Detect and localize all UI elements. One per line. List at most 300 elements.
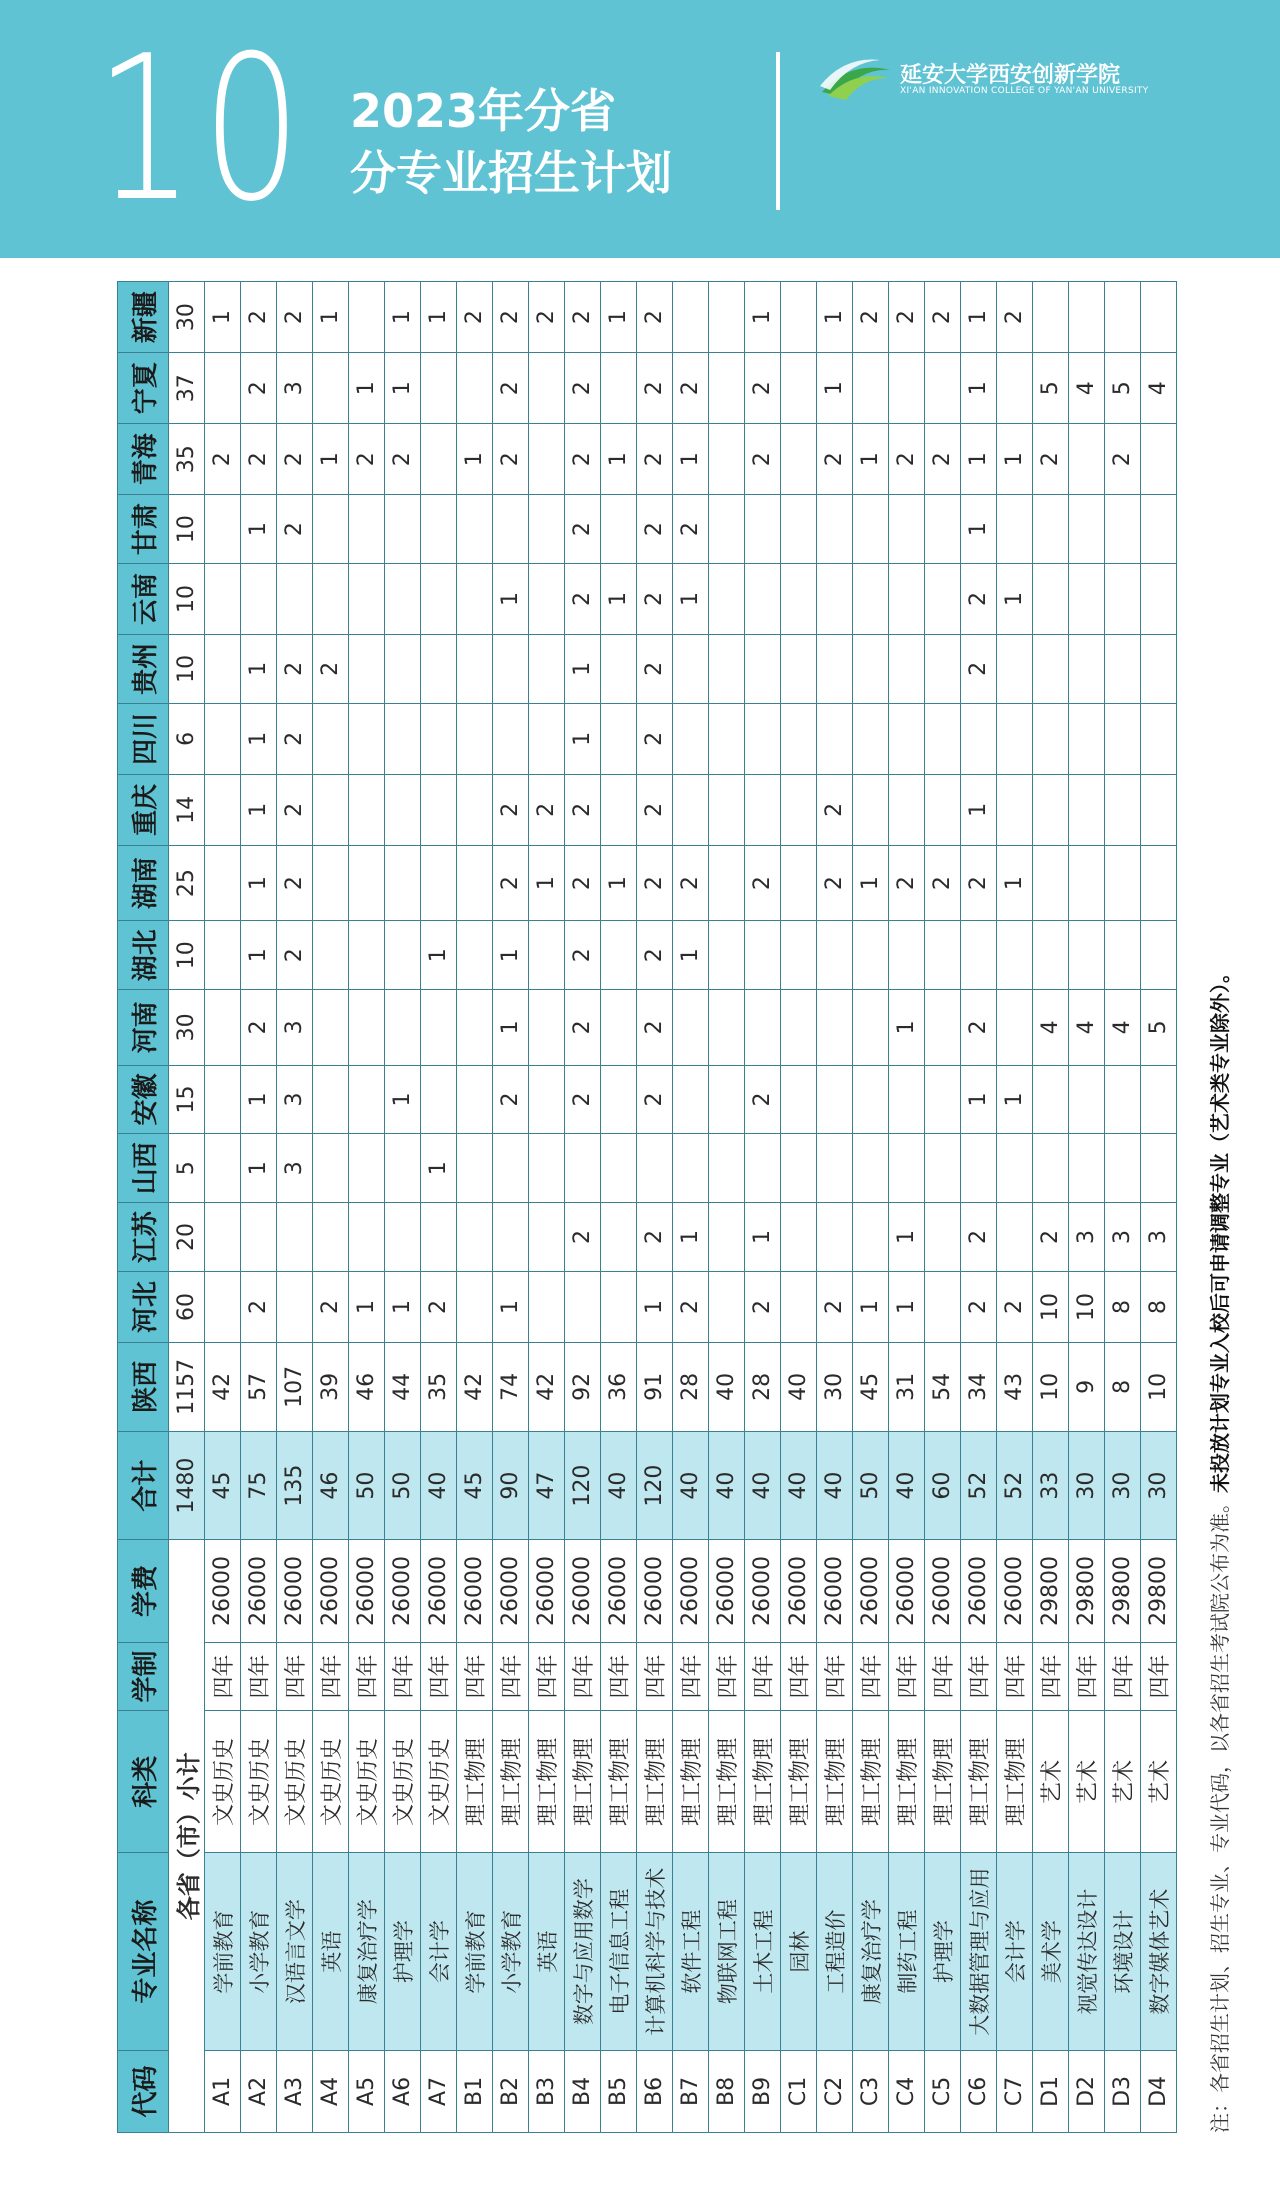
province-quota: 2 <box>565 1203 601 1272</box>
province-quota: 1 <box>205 282 241 353</box>
province-quota <box>1105 1134 1141 1203</box>
logo-name: 延安大学西安创新学院 <box>900 63 1121 88</box>
tuition-fee: 26000 <box>601 1540 637 1642</box>
province-quota: 1 <box>457 424 493 495</box>
major-name: 制药工程 <box>889 1853 925 2051</box>
major-code: A6 <box>385 2050 421 2132</box>
title-line-1: 2023年分省 <box>350 84 617 138</box>
province-quota: 2 <box>817 1271 853 1342</box>
province-quota: 1 <box>745 282 781 353</box>
province-quota <box>889 564 925 635</box>
province-quota: 2 <box>889 424 925 495</box>
province-quota: 45 <box>853 1342 889 1431</box>
province-quota: 1 <box>421 921 457 990</box>
province-quota <box>565 1271 601 1342</box>
province-quota <box>673 774 709 845</box>
table-row <box>889 282 925 2133</box>
province-quota: 2 <box>313 635 349 704</box>
province-quota: 2 <box>961 845 997 920</box>
province-quota <box>1033 921 1069 990</box>
subject-category: 理工物理 <box>637 1711 673 1853</box>
column-header: 云南 <box>118 564 169 635</box>
province-quota <box>457 774 493 845</box>
table-row <box>781 282 817 2133</box>
province-quota <box>421 990 457 1065</box>
province-quota: 1 <box>241 921 277 990</box>
province-quota: 1 <box>421 282 457 353</box>
province-quota: 28 <box>745 1342 781 1431</box>
column-header: 陕西 <box>118 1342 169 1431</box>
table-row <box>709 282 745 2133</box>
province-quota <box>961 703 997 774</box>
tuition-fee: 26000 <box>529 1540 565 1642</box>
tuition-fee: 26000 <box>853 1540 889 1642</box>
subtotal-cell: 14 <box>169 774 205 845</box>
province-quota <box>925 353 961 424</box>
province-quota: 2 <box>277 635 313 704</box>
tuition-fee: 26000 <box>745 1540 781 1642</box>
province-quota: 2 <box>637 495 673 564</box>
major-code: B1 <box>457 2050 493 2132</box>
province-quota <box>1141 921 1177 990</box>
study-duration: 四年 <box>1033 1642 1069 1711</box>
province-quota <box>601 635 637 704</box>
major-name: 计算机科学与技术 <box>637 1853 673 2051</box>
subject-category: 文史历史 <box>385 1711 421 1853</box>
province-quota <box>781 921 817 990</box>
province-quota <box>997 1203 1033 1272</box>
major-code: B4 <box>565 2050 601 2132</box>
province-quota <box>421 703 457 774</box>
province-quota: 4 <box>1033 990 1069 1065</box>
province-quota <box>781 990 817 1065</box>
table-row <box>817 282 853 2133</box>
column-header: 安徽 <box>118 1065 169 1134</box>
province-quota: 2 <box>637 845 673 920</box>
province-quota <box>421 564 457 635</box>
subject-category: 文史历史 <box>313 1711 349 1853</box>
province-quota: 57 <box>241 1342 277 1431</box>
major-code: A4 <box>313 2050 349 2132</box>
province-quota <box>745 921 781 990</box>
province-quota: 2 <box>637 424 673 495</box>
subject-category: 理工物理 <box>781 1711 817 1853</box>
major-code: C1 <box>781 2050 817 2132</box>
subtotal-cell: 10 <box>169 921 205 990</box>
major-code: A7 <box>421 2050 457 2132</box>
province-quota <box>853 1065 889 1134</box>
province-quota <box>1105 845 1141 920</box>
tuition-fee: 26000 <box>493 1540 529 1642</box>
province-quota <box>457 921 493 990</box>
province-quota: 1 <box>637 1271 673 1342</box>
province-quota <box>349 564 385 635</box>
province-quota: 1 <box>565 635 601 704</box>
province-quota <box>1141 1065 1177 1134</box>
major-code: D3 <box>1105 2050 1141 2132</box>
province-quota <box>457 1203 493 1272</box>
province-quota <box>817 921 853 990</box>
subject-category: 文史历史 <box>205 1711 241 1853</box>
province-quota <box>529 1134 565 1203</box>
subtotal-cell: 35 <box>169 424 205 495</box>
province-quota: 40 <box>781 1342 817 1431</box>
province-quota <box>529 635 565 704</box>
province-quota <box>493 1134 529 1203</box>
province-quota: 2 <box>493 424 529 495</box>
province-quota <box>853 495 889 564</box>
province-quota <box>817 495 853 564</box>
province-quota: 1 <box>241 495 277 564</box>
province-quota: 1 <box>601 282 637 353</box>
province-quota <box>709 774 745 845</box>
major-name: 园林 <box>781 1853 817 2051</box>
tuition-fee: 26000 <box>673 1540 709 1642</box>
major-name: 英语 <box>529 1853 565 2051</box>
province-quota <box>421 1065 457 1134</box>
province-quota: 2 <box>565 1065 601 1134</box>
province-quota <box>205 1203 241 1272</box>
province-quota: 42 <box>457 1342 493 1431</box>
province-quota <box>1033 1065 1069 1134</box>
province-quota <box>385 845 421 920</box>
province-quota <box>1033 1134 1069 1203</box>
province-quota <box>781 1271 817 1342</box>
major-total: 40 <box>421 1431 457 1540</box>
column-header: 科类 <box>118 1711 169 1853</box>
tuition-fee: 26000 <box>961 1540 997 1642</box>
province-quota: 1 <box>601 845 637 920</box>
province-quota <box>457 703 493 774</box>
province-quota <box>853 564 889 635</box>
province-quota <box>745 1134 781 1203</box>
province-quota: 2 <box>637 990 673 1065</box>
province-quota <box>781 424 817 495</box>
province-quota: 1 <box>853 424 889 495</box>
column-header: 重庆 <box>118 774 169 845</box>
province-quota: 1 <box>349 353 385 424</box>
major-name: 会计学 <box>421 1853 457 2051</box>
province-quota: 1 <box>961 353 997 424</box>
major-total: 45 <box>457 1431 493 1540</box>
province-quota <box>853 703 889 774</box>
province-quota: 2 <box>745 353 781 424</box>
province-quota <box>889 1065 925 1134</box>
province-quota: 34 <box>961 1342 997 1431</box>
province-quota <box>997 703 1033 774</box>
table-row <box>385 282 421 2133</box>
province-quota: 1 <box>961 424 997 495</box>
major-name: 护理学 <box>925 1853 961 2051</box>
province-quota: 2 <box>745 845 781 920</box>
province-quota <box>781 1203 817 1272</box>
tuition-fee: 26000 <box>385 1540 421 1642</box>
tuition-fee: 26000 <box>817 1540 853 1642</box>
major-name: 学前教育 <box>205 1853 241 2051</box>
subtotal-cell: 37 <box>169 353 205 424</box>
province-quota <box>457 1134 493 1203</box>
province-quota <box>313 353 349 424</box>
province-quota <box>349 845 385 920</box>
study-duration: 四年 <box>1069 1642 1105 1711</box>
major-total: 45 <box>205 1431 241 1540</box>
table-row <box>637 282 673 2133</box>
province-quota <box>241 564 277 635</box>
province-quota <box>1033 774 1069 845</box>
tuition-fee: 26000 <box>889 1540 925 1642</box>
province-quota: 1 <box>817 282 853 353</box>
table-row <box>457 282 493 2133</box>
province-quota <box>853 921 889 990</box>
province-quota <box>817 703 853 774</box>
province-quota <box>565 1134 601 1203</box>
province-quota: 1 <box>493 990 529 1065</box>
tuition-fee: 26000 <box>781 1540 817 1642</box>
major-code: D2 <box>1069 2050 1105 2132</box>
province-quota: 74 <box>493 1342 529 1431</box>
province-quota <box>889 495 925 564</box>
major-name: 软件工程 <box>673 1853 709 2051</box>
province-quota <box>1141 424 1177 495</box>
major-total: 46 <box>313 1431 349 1540</box>
study-duration: 四年 <box>709 1642 745 1711</box>
province-quota: 2 <box>277 495 313 564</box>
header-banner <box>0 0 1280 258</box>
province-quota <box>457 353 493 424</box>
province-quota <box>997 990 1033 1065</box>
province-quota: 2 <box>925 282 961 353</box>
province-quota <box>205 564 241 635</box>
major-total: 52 <box>997 1431 1033 1540</box>
province-quota <box>925 1271 961 1342</box>
province-quota <box>529 703 565 774</box>
footnote-text: 注：各省招生计划、招生专业、专业代码，以各省招生考试院公布为准。 <box>1208 1493 1232 2133</box>
column-header: 新疆 <box>118 282 169 353</box>
province-quota: 2 <box>565 921 601 990</box>
province-quota <box>781 635 817 704</box>
province-quota: 2 <box>637 564 673 635</box>
province-quota <box>709 495 745 564</box>
province-quota <box>637 1134 673 1203</box>
province-quota <box>709 1134 745 1203</box>
province-quota: 54 <box>925 1342 961 1431</box>
study-duration: 四年 <box>997 1642 1033 1711</box>
province-quota: 4 <box>1141 353 1177 424</box>
province-quota <box>853 353 889 424</box>
province-quota <box>997 1134 1033 1203</box>
major-total: 40 <box>781 1431 817 1540</box>
province-quota: 1 <box>961 1065 997 1134</box>
province-quota: 1 <box>853 845 889 920</box>
table-header-row <box>118 282 169 2133</box>
title-line-2: 分专业招生计划 <box>350 146 672 200</box>
province-quota <box>925 1065 961 1134</box>
study-duration: 四年 <box>637 1642 673 1711</box>
province-quota: 1 <box>241 635 277 704</box>
tuition-fee: 26000 <box>457 1540 493 1642</box>
major-code: D1 <box>1033 2050 1069 2132</box>
study-duration: 四年 <box>349 1642 385 1711</box>
subject-category: 理工物理 <box>457 1711 493 1853</box>
province-quota: 1 <box>961 774 997 845</box>
province-quota <box>205 495 241 564</box>
province-quota <box>277 564 313 635</box>
major-name: 护理学 <box>385 1853 421 2051</box>
province-quota: 3 <box>277 353 313 424</box>
logo-subtitle: XI'AN INNOVATION COLLEGE OF YAN'AN UNIVERSITY <box>900 86 1149 96</box>
province-quota <box>421 424 457 495</box>
province-quota: 1 <box>241 774 277 845</box>
province-quota: 30 <box>817 1342 853 1431</box>
major-name: 数字与应用数学 <box>565 1853 601 2051</box>
tuition-fee: 26000 <box>565 1540 601 1642</box>
province-quota: 2 <box>565 353 601 424</box>
province-quota <box>781 564 817 635</box>
subject-category: 艺术 <box>1069 1711 1105 1853</box>
study-duration: 四年 <box>817 1642 853 1711</box>
province-quota <box>457 845 493 920</box>
province-quota: 2 <box>637 282 673 353</box>
province-quota: 8 <box>1141 1271 1177 1342</box>
study-duration: 四年 <box>889 1642 925 1711</box>
province-quota: 4 <box>1069 990 1105 1065</box>
province-quota: 1 <box>673 921 709 990</box>
province-quota: 1 <box>997 424 1033 495</box>
study-duration: 四年 <box>961 1642 997 1711</box>
province-quota <box>925 1203 961 1272</box>
province-quota <box>601 990 637 1065</box>
province-quota <box>385 564 421 635</box>
province-quota <box>385 1203 421 1272</box>
province-quota <box>1141 635 1177 704</box>
major-total: 90 <box>493 1431 529 1540</box>
major-code: B2 <box>493 2050 529 2132</box>
province-quota <box>817 1065 853 1134</box>
province-quota <box>205 703 241 774</box>
province-quota: 2 <box>565 282 601 353</box>
province-quota: 2 <box>1105 424 1141 495</box>
major-total: 40 <box>745 1431 781 1540</box>
province-quota <box>889 774 925 845</box>
province-quota: 8 <box>1105 1342 1141 1431</box>
province-quota <box>709 703 745 774</box>
province-quota <box>1141 282 1177 353</box>
province-quota <box>457 1065 493 1134</box>
province-quota <box>457 990 493 1065</box>
province-quota <box>601 1065 637 1134</box>
province-quota <box>745 990 781 1065</box>
province-quota <box>313 1203 349 1272</box>
province-quota: 2 <box>241 353 277 424</box>
province-quota <box>1105 635 1141 704</box>
province-quota <box>781 845 817 920</box>
tuition-fee: 26000 <box>241 1540 277 1642</box>
province-quota: 1 <box>241 845 277 920</box>
province-quota <box>1069 564 1105 635</box>
province-quota <box>1105 495 1141 564</box>
province-quota <box>313 990 349 1065</box>
province-quota: 2 <box>673 845 709 920</box>
major-name: 土木工程 <box>745 1853 781 2051</box>
province-quota <box>673 1134 709 1203</box>
province-quota: 36 <box>601 1342 637 1431</box>
subject-category: 理工物理 <box>889 1711 925 1853</box>
major-total: 30 <box>1069 1431 1105 1540</box>
major-total: 40 <box>601 1431 637 1540</box>
column-header: 江苏 <box>118 1203 169 1272</box>
province-quota <box>1141 1134 1177 1203</box>
province-quota <box>853 1134 889 1203</box>
subtotal-label: 各省（市）小计 <box>169 1540 205 2133</box>
province-quota: 2 <box>637 1203 673 1272</box>
province-quota <box>781 495 817 564</box>
province-quota: 92 <box>565 1342 601 1431</box>
province-quota: 10 <box>1033 1271 1069 1342</box>
province-quota <box>421 1203 457 1272</box>
province-quota <box>457 1271 493 1342</box>
province-quota: 2 <box>817 774 853 845</box>
province-quota <box>1069 1134 1105 1203</box>
major-total: 52 <box>961 1431 997 1540</box>
province-quota: 2 <box>637 353 673 424</box>
college-logo <box>820 56 1180 106</box>
province-quota <box>745 703 781 774</box>
table-row <box>673 282 709 2133</box>
table-row <box>529 282 565 2133</box>
province-quota <box>1069 1065 1105 1134</box>
province-quota <box>817 564 853 635</box>
major-code: B6 <box>637 2050 673 2132</box>
province-quota: 3 <box>277 990 313 1065</box>
province-quota: 2 <box>565 564 601 635</box>
province-quota <box>349 495 385 564</box>
major-code: B9 <box>745 2050 781 2132</box>
major-total: 30 <box>1105 1431 1141 1540</box>
province-quota: 2 <box>241 1271 277 1342</box>
province-quota: 2 <box>961 635 997 704</box>
province-quota: 2 <box>277 282 313 353</box>
province-quota <box>205 1271 241 1342</box>
tuition-fee: 29800 <box>1141 1540 1177 1642</box>
province-quota <box>925 495 961 564</box>
subject-category: 理工物理 <box>997 1711 1033 1853</box>
province-quota <box>1033 635 1069 704</box>
province-quota <box>673 282 709 353</box>
province-quota <box>205 921 241 990</box>
province-quota: 1 <box>313 282 349 353</box>
province-quota <box>817 635 853 704</box>
province-quota <box>1069 635 1105 704</box>
province-quota: 2 <box>673 1271 709 1342</box>
province-quota: 2 <box>745 1065 781 1134</box>
subject-category: 理工物理 <box>673 1711 709 1853</box>
province-quota <box>421 635 457 704</box>
table-row <box>1069 282 1105 2133</box>
major-name: 小学教育 <box>493 1853 529 2051</box>
province-quota <box>853 774 889 845</box>
subject-category: 理工物理 <box>601 1711 637 1853</box>
subtotal-cell: 5 <box>169 1134 205 1203</box>
major-name: 环境设计 <box>1105 1853 1141 2051</box>
province-quota <box>889 703 925 774</box>
province-quota <box>385 1134 421 1203</box>
province-quota <box>1069 495 1105 564</box>
province-quota: 3 <box>277 1134 313 1203</box>
province-quota <box>1033 845 1069 920</box>
province-quota <box>241 1203 277 1272</box>
province-quota: 2 <box>1033 1203 1069 1272</box>
province-quota <box>529 495 565 564</box>
